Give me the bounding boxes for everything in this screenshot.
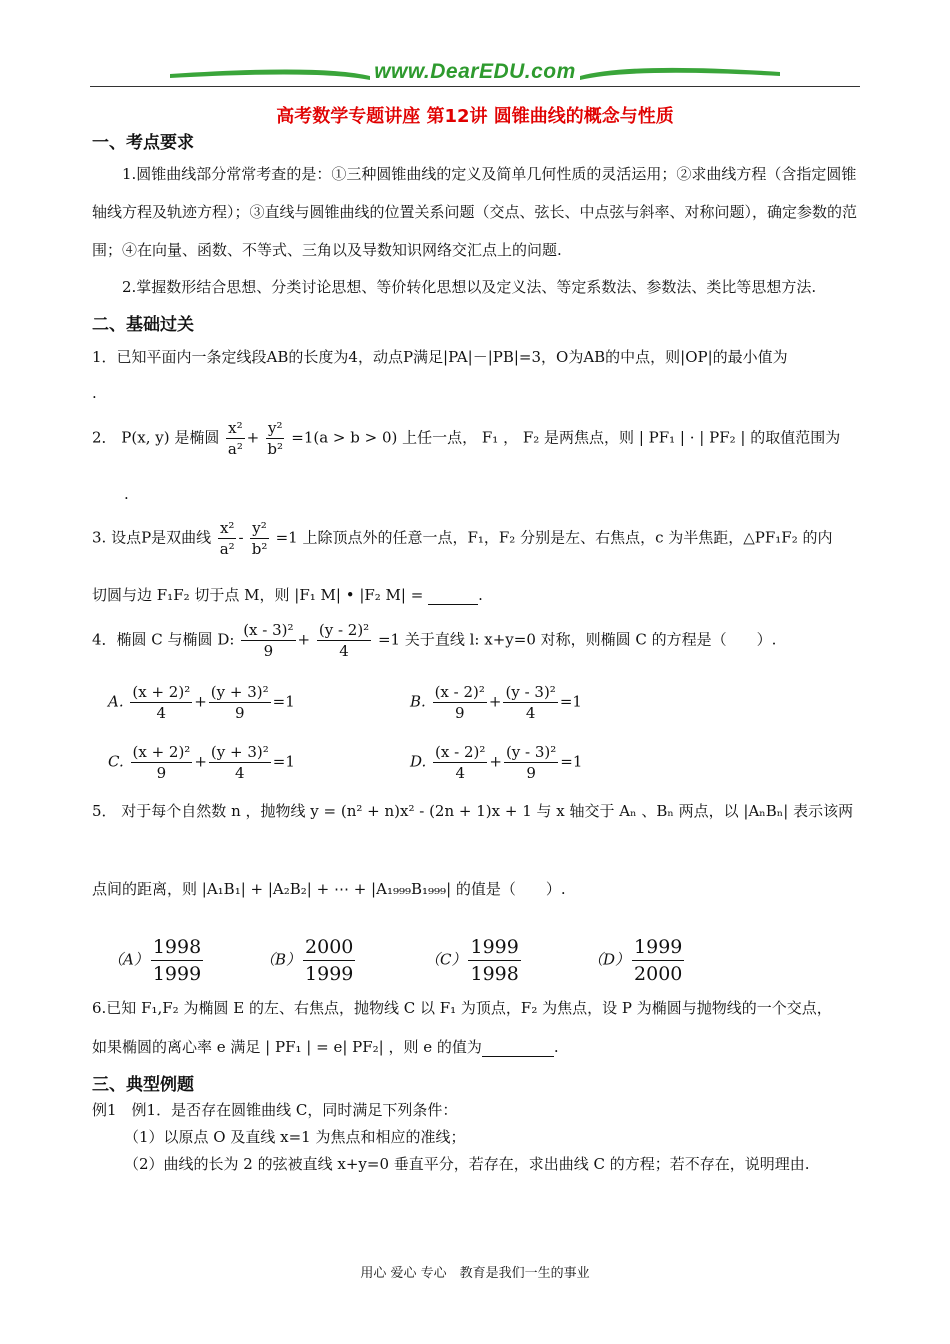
- q2-lead: 2． P(x, y) 是椭圆: [92, 428, 220, 447]
- q1-dot: .: [92, 384, 97, 402]
- q3-lead: 3. 设点P是双曲线: [92, 528, 212, 547]
- example-1-cond-2: （2）曲线的长为 2 的弦被直线 x+y=0 垂直平分，若存在，求出曲线 C 的方程；若不存在，说明理由.: [124, 1155, 810, 1173]
- q3-cont: 切圆与边 F₁F₂ 切于点 M，则 |F₁ M| • |F₂ M| =: [92, 586, 424, 604]
- section-2-heading: 二、基础过关: [92, 315, 194, 335]
- page-footer: 用心 爱心 专心 教育是我们一生的事业: [360, 1266, 590, 1281]
- q1-text: 1．已知平面内一条定线段AB的长度为4，动点P满足|PA|－|PB|=3，O为AB的中点，则|OP|的最小值为: [92, 348, 788, 366]
- q4-line: 4．椭圆 C 与椭圆 D: $\frac{\text{(x - 3)²}}{9}$ + $\frac{\text{(y - 2)²}}{4}$ =1 关于直线 l: x+y=0 对称，则椭圆 C 的方程是（ ）.: [92, 621, 777, 660]
- q6-line-1: 6.已知 F₁,F₂ 为椭圆 E 的左、右焦点，抛物线 C 以 F₁ 为顶点，F₂ 为焦点，设 P 为椭圆与抛物线的一个交点，: [92, 999, 832, 1017]
- s1-paragraph-2: 2.掌握数形结合思想、分类讨论思想、等价转化思想以及定义法、等定系数法、参数法、类比等思想方法.: [122, 278, 817, 296]
- q5-option: （D） $\frac{1999}{2000}$: [588, 936, 683, 985]
- q4-frac-y: $\frac{\text{(y - 2)²}}{4}$: [318, 621, 370, 660]
- q2-dot: .: [124, 485, 129, 503]
- example-1-intro: 例1 例1．是否存在圆锥曲线 C，同时满足下列条件：: [92, 1101, 458, 1119]
- q2-tail: =1(a > b > 0) 上任一点， F₁ ， F₂ 是两焦点，则 | PF₁ | · | PF₂ | 的取值范围为: [291, 428, 841, 447]
- s1-paragraph-1: 1.圆锥曲线部分常常考查的是：①三种圆锥曲线的定义及简单几何性质的灵活运用；②求曲线方程（含指定圆锥轴线方程及轨迹方程）；③直线与圆锥曲线的位置关系问题（交点、弦长、中点弦与斜率、对称问题），确定参数的范围；④在向量、函数、不等式、三角以及导数知识网络交汇点上的问题.: [92, 165, 858, 259]
- q5-line-2: 点间的距离，则 |A₁B₁| + |A₂B₂| + ⋯ + |A₁₉₉₉B₁₉₉₉| 的值是（ ）.: [92, 880, 566, 898]
- q5-option: （C） $\frac{1999}{1998}$: [425, 936, 519, 985]
- q4-option: B. $\frac{\text{(x - 2)²}}{9}$ + $\frac{\text{(y - 3)²}}{4}$ =1: [410, 683, 582, 722]
- q2-line: 2． P(x, y) 是椭圆 $\frac{\text{x²}}{\text{a²}}$ + $\frac{\text{y²}}{\text{b²}}$ =1(a > b > 0) 上任一点， F₁ ， F₂ 是两焦点，则 | PF₁ | · | PF₂ | 的取值范围为: [92, 419, 841, 458]
- q3-frac-y: $\frac{\text{y²}}{\text{b²}}$: [251, 519, 268, 558]
- q3-frac-x: $\frac{\text{x²}}{\text{a²}}$: [219, 519, 235, 558]
- q4-tail: =1 关于直线 l: x+y=0 对称，则椭圆 C 的方程是（ ）.: [377, 630, 777, 649]
- q4-option: D. $\frac{\text{(x - 2)²}}{4}$ + $\frac{\text{(y - 3)²}}{9}$ =1: [410, 743, 583, 782]
- q2-frac-y: $\frac{\text{y²}}{\text{b²}}$: [267, 419, 284, 458]
- site-name: www.DearEDU.com: [374, 60, 576, 83]
- q3-answer-blank: [428, 604, 478, 605]
- q6-text: 如果椭圆的离心率 e 满足 | PF₁ | = e| PF₂| ，则 e 的值为: [92, 1038, 482, 1056]
- q4-frac-x: $\frac{\text{(x - 3)²}}{9}$: [243, 621, 294, 660]
- q5-option: （B） $\frac{2000}{1999}$: [260, 936, 354, 985]
- q3-tail: =1 上除顶点外的任意一点，F₁，F₂ 分别是左、右焦点，c 为半焦距，△PF₁F₂ 的内: [275, 528, 833, 547]
- section-3-heading: 三、典型例题: [92, 1075, 194, 1095]
- site-logo: [170, 60, 780, 90]
- q6-line-2: 如果椭圆的离心率 e 满足 | PF₁ | = e| PF₂| ，则 e 的值为 .: [92, 1038, 559, 1056]
- q3-line-2: 切圆与边 F₁F₂ 切于点 M，则 |F₁ M| • |F₂ M| = .: [92, 586, 483, 604]
- q4-lead: 4．椭圆 C 与椭圆 D:: [92, 630, 235, 649]
- q2-frac-x: $\frac{\text{x²}}{\text{a²}}$: [227, 419, 243, 458]
- q4-option: C. $\frac{\text{(x + 2)²}}{9}$ + $\frac{\text{(y + 3)²}}{4}$ =1: [108, 743, 295, 782]
- q3-line: 3. 设点P是双曲线 $\frac{\text{x²}}{\text{a²}}$ - $\frac{\text{y²}}{\text{b²}}$ =1 上除顶点外的任意一点，F₁，F₂ 分别是左、右焦点，c 为半焦距，△PF₁F₂ 的内: [92, 519, 833, 558]
- example-1-cond-1: （1）以原点 O 及直线 x=1 为焦点和相应的准线；: [124, 1128, 466, 1146]
- section-1-heading: 一、考点要求: [92, 133, 194, 153]
- q4-option: A. $\frac{\text{(x + 2)²}}{4}$ + $\frac{\text{(y + 3)²}}{9}$ =1: [108, 683, 295, 722]
- page-title: 高考数学专题讲座 第12讲 圆锥曲线的概念与性质: [276, 106, 674, 127]
- q5-line-1: 5． 对于每个自然数 n ，抛物线 y = (n² + n)x² - (2n + 1)x + 1 与 x 轴交于 Aₙ 、Bₙ 两点，以 |AₙBₙ| 表示该两: [92, 802, 854, 820]
- q6-answer-blank: [482, 1056, 554, 1057]
- q5-option: （A） $\frac{1998}{1999}$: [108, 936, 202, 985]
